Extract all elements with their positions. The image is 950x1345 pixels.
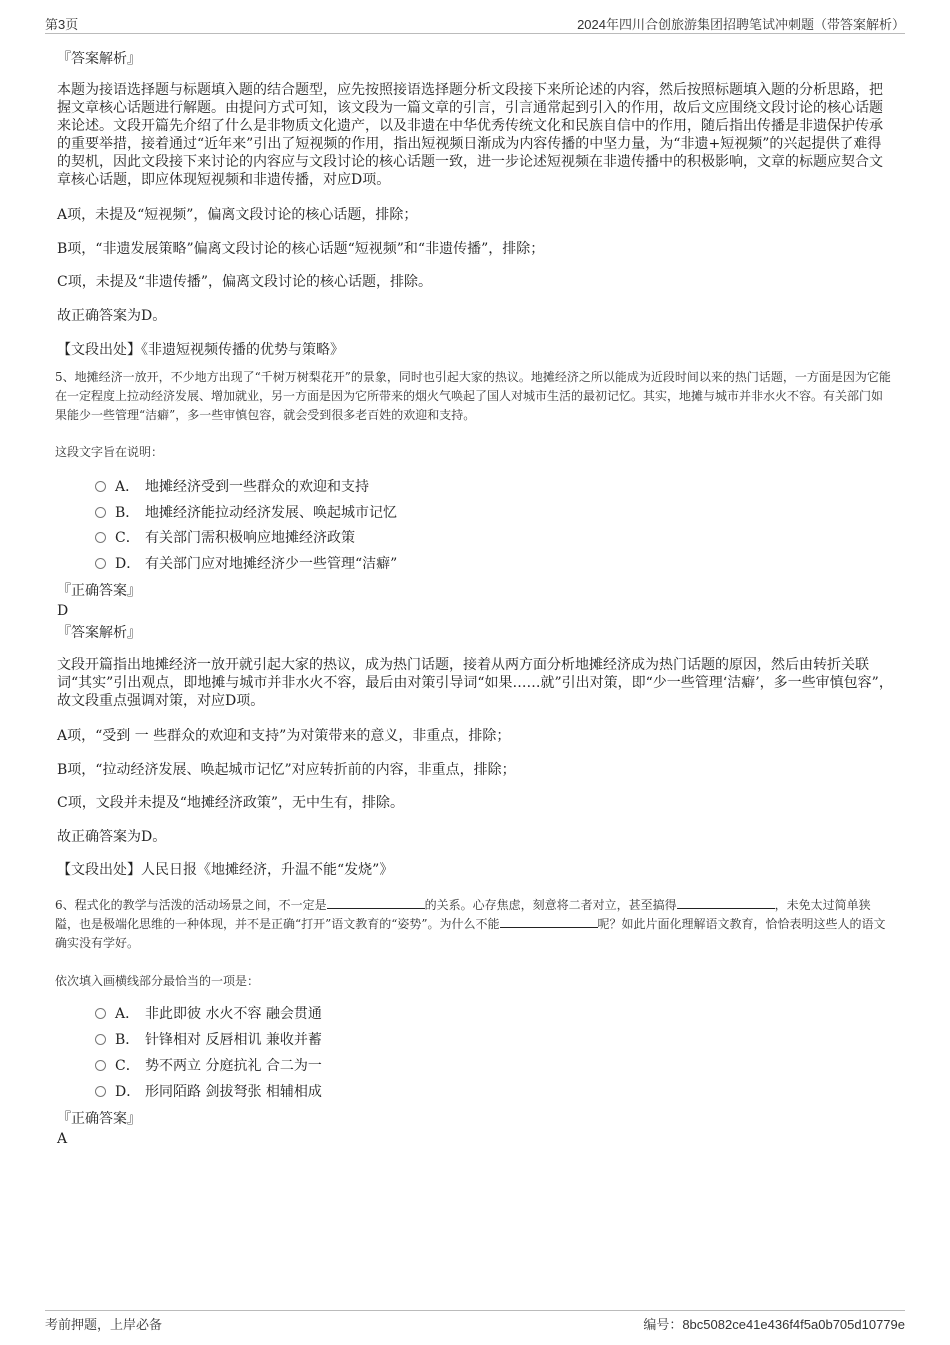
q4-analysis-label: 『答案解析』 xyxy=(57,51,141,67)
footer-divider xyxy=(45,1310,905,1311)
q6-option-b[interactable] xyxy=(95,1029,322,1051)
document-id: 编号：8bc5082ce41e436f4f5a0b705d10779e xyxy=(643,1317,905,1332)
option-letter: A． xyxy=(115,479,140,495)
radio-icon[interactable] xyxy=(95,532,106,543)
page-number: 第3页 xyxy=(45,17,79,32)
option-letter: C． xyxy=(115,1058,140,1074)
q5-option-b-note: B项，“拉动经济发展、唤起城市记忆”对应转折前的内容，非重点，排除； xyxy=(57,762,516,778)
q5-prompt: 这段文字旨在说明： xyxy=(55,445,164,459)
q5-answer: D xyxy=(57,603,69,619)
q5-option-c[interactable] xyxy=(95,527,355,549)
q5-analysis-label: 『答案解析』 xyxy=(57,625,141,641)
q5-stem: 5、地摊经济一放开，不少地方出现了“千树万树梨花开”的景象，同时也引起大家的热议。地摊经济之所以能成为近段时间以来的热门话题，一方面是因为它能在一定程度上拉动经济发展、增加就业，另一方面是因为它所带来的烟火气唤起了国人对城市生活的最初记忆。其实，地摊与城市并非水火不容。有关部门如果能少一些管理“洁癖”，多一些审慎包容，就会受到很多老百姓的欢迎和支持。 xyxy=(55,370,891,422)
q6-stem-part-3: ，未免太过简单狭隘，也是极端化思维的一种体现，并不是正确“打开”语文教育的“姿势”。为什么不能 xyxy=(55,898,871,931)
q6-option-a[interactable] xyxy=(95,1003,322,1025)
radio-icon[interactable] xyxy=(95,1008,106,1019)
q5-option-a-note: A项，“受到 一 些群众的欢迎和支持”为对策带来的意义，非重点，排除； xyxy=(57,728,511,744)
q5-option-b[interactable] xyxy=(95,502,397,524)
q6-stem xyxy=(55,896,893,953)
q4-source: 【文段出处】《非遗短视频传播的优势与策略》 xyxy=(57,342,344,358)
q4-analysis-text: 本题为接语选择题与标题填入题的结合题型，应先按照接语选择题分析文段接下来所论述的内容，然后按照标题填入题的分析思路，把握文章核心话题进行解题。由提问方式可知，该文段为一篇文章的引言，引言通常起到引入的作用，故后文应围绕文段讨论的核心话题来论述。文段开篇先介绍了什么是非物质文化遗产，以及非遗在中华优秀传统文化和民族自信中的作用，随后指出传播是非遗保护传承的重要举措，接着通过“近年来”引出了短视频的作用，指出短视频日渐成为内容传播的中坚力量，为“非遗+短视频”的兴起提供了难得的契机，因此文段接下来讨论的内容应与文段讨论的核心话题一致，进一步论述短视频在非遗传播中的积极影响，文章的标题应契合文章核心话题，即应体现短视频和非遗传播，对应D项。 xyxy=(57,82,883,188)
q5-option-c-note: C项，文段并未提及“地摊经济政策”，无中生有，排除。 xyxy=(57,795,405,811)
q6-blank-1 xyxy=(327,897,425,909)
option-letter: D． xyxy=(115,556,141,572)
q5-option-d[interactable] xyxy=(95,553,397,575)
q5-option-a[interactable] xyxy=(95,476,369,498)
q6-stem-part-2: 的关系。心存焦虑，刻意将二者对立，甚至搞得 xyxy=(424,898,677,912)
q4-conclusion: 故正确答案为D。 xyxy=(57,308,167,324)
option-letter: A． xyxy=(115,1006,140,1022)
option-text: 非此即彼 水火不容 融会贯通 xyxy=(145,1006,322,1022)
q5-conclusion: 故正确答案为D。 xyxy=(57,829,167,845)
option-text: 势不两立 分庭抗礼 合二为一 xyxy=(145,1058,322,1074)
radio-icon[interactable] xyxy=(95,1060,106,1071)
option-letter: B． xyxy=(115,1032,140,1048)
q6-answer: A xyxy=(57,1131,68,1147)
q4-option-b-note: B项，“非遗发展策略”偏离文段讨论的核心话题“短视频”和“非遗传播”，排除； xyxy=(57,241,545,257)
radio-icon[interactable] xyxy=(95,507,106,518)
q6-option-c[interactable] xyxy=(95,1055,322,1077)
option-text: 地摊经济受到一些群众的欢迎和支持 xyxy=(145,479,369,495)
q4-option-c-note: C项，未提及“非遗传播”，偏离文段讨论的核心话题，排除。 xyxy=(57,274,433,290)
option-text: 针锋相对 反唇相讥 兼收并蓄 xyxy=(145,1032,322,1048)
option-text: 地摊经济能拉动经济发展、唤起城市记忆 xyxy=(145,505,397,521)
radio-icon[interactable] xyxy=(95,481,106,492)
document-title: 2024年四川合创旅游集团招聘笔试冲刺题（带答案解析） xyxy=(577,17,905,32)
q6-option-d[interactable] xyxy=(95,1081,322,1103)
q6-blank-3 xyxy=(500,916,598,928)
option-letter: C． xyxy=(115,530,140,546)
page-footer xyxy=(45,1314,905,1332)
radio-icon[interactable] xyxy=(95,1086,106,1097)
q6-prompt: 依次填入画横线部分最恰当的一项是： xyxy=(55,974,260,988)
page-header xyxy=(45,14,905,32)
header-divider xyxy=(45,33,905,34)
option-letter: B． xyxy=(115,505,140,521)
q5-answer-label: 『正确答案』 xyxy=(57,583,141,599)
q6-answer-label: 『正确答案』 xyxy=(57,1111,141,1127)
q6-stem-part-4: 呢？如此片面化理解语文教育，恰恰表明这些人的语文确实没有学好。 xyxy=(55,917,886,950)
q6-blank-2 xyxy=(677,897,775,909)
q5-analysis-text: 文段开篇指出地摊经济一放开就引起大家的热议，成为热门话题，接着从两方面分析地摊经济成为热门话题的原因，然后由转折关联词“其实”引出观点，即地摊与城市并非水火不容，最后由对策引导词“如果……就”引出对策，即“少一些管理‘洁癖’，多一些审慎包容”，故文段重点强调对策，对应D项。 xyxy=(57,657,893,709)
q4-option-a-note: A项，未提及“短视频”，偏离文段讨论的核心话题，排除； xyxy=(57,207,418,223)
option-text: 有关部门需积极响应地摊经济政策 xyxy=(145,530,355,546)
radio-icon[interactable] xyxy=(95,558,106,569)
option-letter: D． xyxy=(115,1084,141,1100)
q6-stem-part-1: 6、程式化的教学与活泼的活动场景之间，不一定是 xyxy=(55,898,327,912)
option-text: 形同陌路 剑拔弩张 相辅相成 xyxy=(145,1084,322,1100)
option-text: 有关部门应对地摊经济少一些管理“洁癖” xyxy=(145,556,398,572)
footer-slogan: 考前押题，上岸必备 xyxy=(45,1317,163,1332)
radio-icon[interactable] xyxy=(95,1034,106,1045)
q5-source: 【文段出处】人民日报《地摊经济，升温不能“发烧”》 xyxy=(57,862,394,878)
